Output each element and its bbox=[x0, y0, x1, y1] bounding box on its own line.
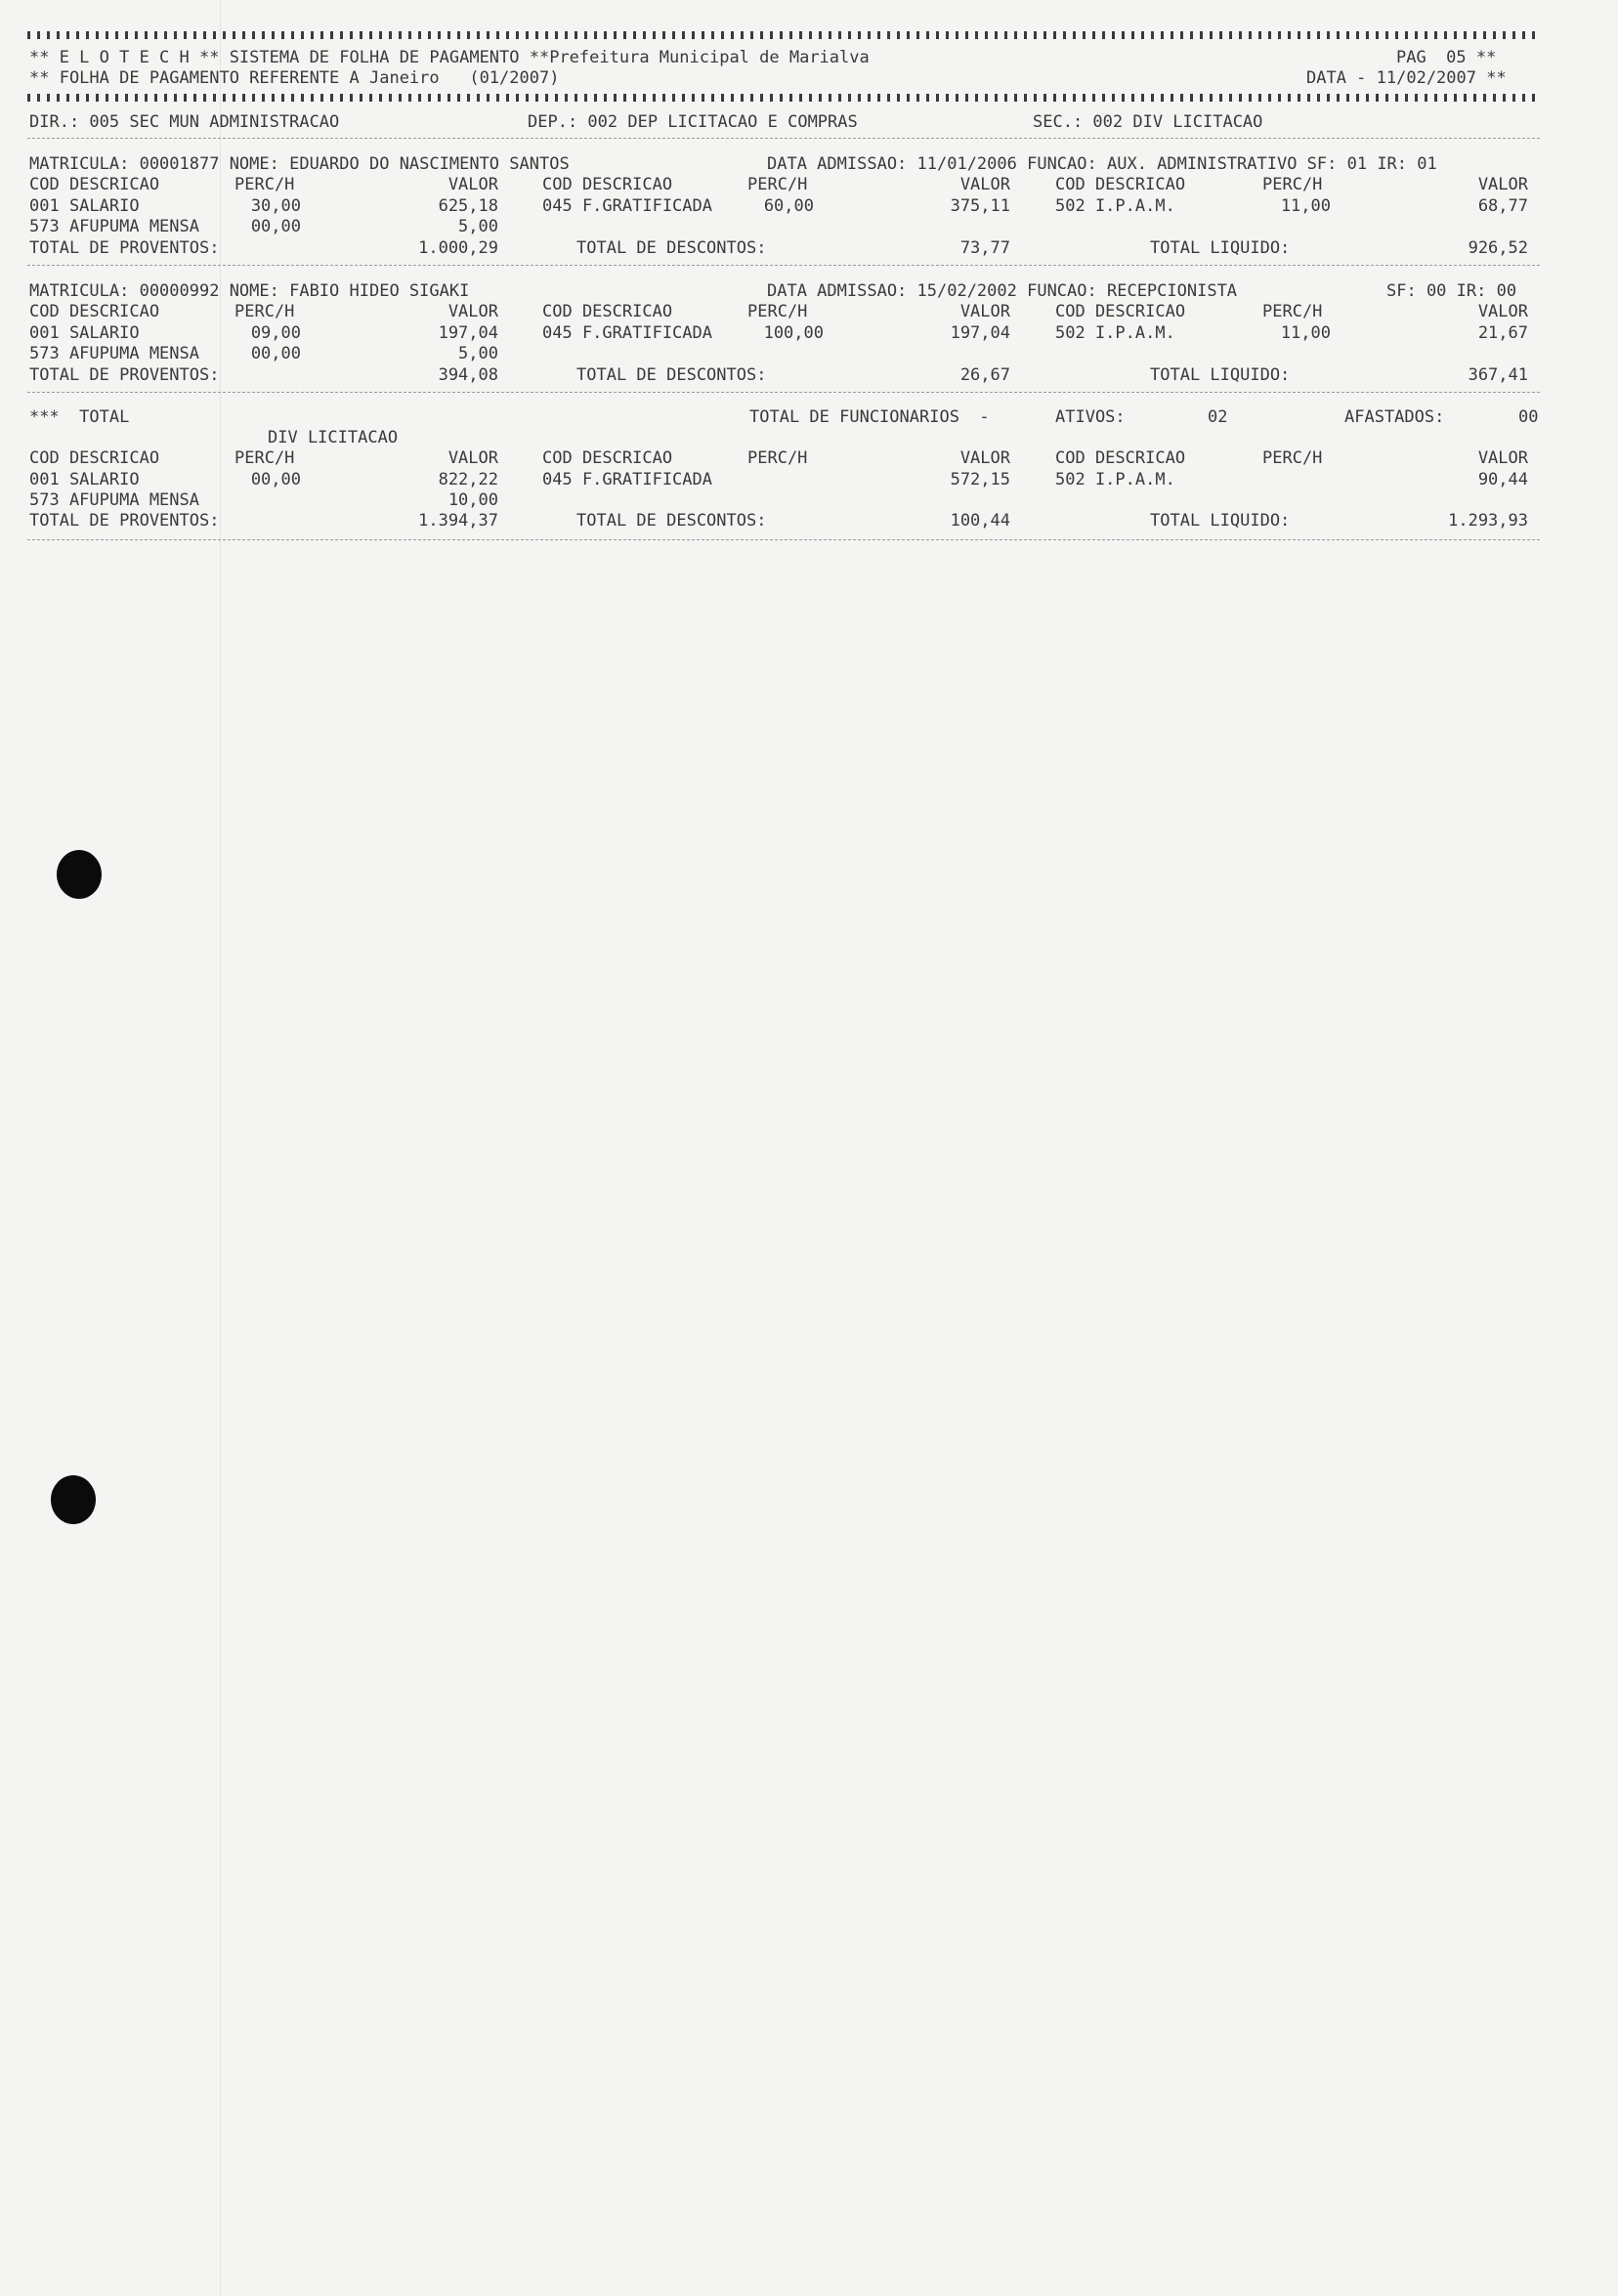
total-liquido-label: TOTAL LIQUIDO: bbox=[1150, 511, 1291, 531]
department: DEP.: 002 DEP LICITACAO E COMPRAS bbox=[528, 112, 858, 132]
table-row bbox=[0, 469, 1618, 490]
item-valor: 197,04 bbox=[950, 323, 1010, 343]
item-description: 502 I.P.A.M. bbox=[1055, 196, 1175, 216]
directory: DIR.: 005 SEC MUN ADMINISTRACAO bbox=[29, 112, 340, 132]
summary-section-line bbox=[0, 427, 1618, 448]
col-perc: PERC/H bbox=[1262, 448, 1323, 468]
item-description: 573 AFUPUMA MENSA bbox=[29, 217, 199, 236]
col-perc: PERC/H bbox=[1262, 302, 1323, 321]
item-description: 573 AFUPUMA MENSA bbox=[29, 344, 199, 363]
item-valor: 21,67 bbox=[1477, 323, 1528, 343]
page-number: PAG 05 ** bbox=[1396, 48, 1497, 67]
item-description: 045 F.GRATIFICADA bbox=[542, 470, 712, 489]
col-perc: PERC/H bbox=[747, 175, 808, 194]
col-valor: VALOR bbox=[1477, 175, 1528, 194]
item-valor: 10,00 bbox=[447, 490, 498, 510]
total-proventos-value: 1.394,37 bbox=[418, 511, 498, 531]
report-reference: ** FOLHA DE PAGAMENTO REFERENTE A Janeiro (01/2007) bbox=[29, 68, 560, 88]
divider bbox=[27, 265, 1540, 266]
star-border-top bbox=[27, 31, 1540, 39]
column-headers bbox=[0, 447, 1618, 469]
employee-id: MATRICULA: 00001877 NOME: EDUARDO DO NASCIMENTO SANTOS bbox=[29, 154, 570, 174]
punch-hole bbox=[57, 850, 102, 899]
col-perc: PERC/H bbox=[747, 302, 808, 321]
item-description: 001 SALARIO bbox=[29, 196, 140, 216]
header-line-2 bbox=[0, 67, 1618, 89]
header-line-1 bbox=[0, 47, 1618, 68]
item-perc: 00,00 bbox=[250, 344, 301, 363]
col-cod-descricao: COD DESCRICAO bbox=[29, 448, 160, 468]
org-line bbox=[0, 111, 1618, 133]
summary-section: DIV LICITACAO bbox=[268, 428, 399, 447]
item-valor: 822,22 bbox=[438, 470, 498, 489]
item-valor: 572,15 bbox=[950, 470, 1010, 489]
total-descontos-label: TOTAL DE DESCONTOS: bbox=[576, 238, 767, 258]
column-headers bbox=[0, 301, 1618, 322]
total-proventos-label: TOTAL DE PROVENTOS: bbox=[29, 365, 220, 385]
item-valor: 197,04 bbox=[438, 323, 498, 343]
totals-row bbox=[0, 364, 1618, 386]
table-row bbox=[0, 489, 1618, 511]
item-valor: 625,18 bbox=[438, 196, 498, 216]
divider bbox=[27, 392, 1540, 393]
item-perc: 100,00 bbox=[763, 323, 824, 343]
col-cod-descricao: COD DESCRICAO bbox=[29, 302, 160, 321]
divider bbox=[27, 539, 1540, 540]
total-liquido-label: TOTAL LIQUIDO: bbox=[1150, 238, 1291, 258]
total-descontos-value: 100,44 bbox=[950, 511, 1010, 531]
totals-row bbox=[0, 237, 1618, 259]
item-valor: 5,00 bbox=[458, 344, 498, 363]
total-liquido-value: 1.293,93 bbox=[1448, 511, 1528, 531]
ativos-count: 02 bbox=[1208, 407, 1228, 427]
total-liquido-value: 926,52 bbox=[1468, 238, 1528, 258]
employee-header bbox=[0, 153, 1618, 175]
item-description: 001 SALARIO bbox=[29, 323, 140, 343]
employee-header bbox=[0, 280, 1618, 302]
employee-sf-ir: SF: 00 IR: 00 bbox=[1386, 281, 1517, 301]
total-liquido-label: TOTAL LIQUIDO: bbox=[1150, 365, 1291, 385]
afastados-label: AFASTADOS: bbox=[1344, 407, 1445, 427]
col-cod-descricao: COD DESCRICAO bbox=[1055, 175, 1186, 194]
item-description: 502 I.P.A.M. bbox=[1055, 470, 1175, 489]
total-proventos-value: 1.000,29 bbox=[418, 238, 498, 258]
col-valor: VALOR bbox=[447, 302, 498, 321]
col-cod-descricao: COD DESCRICAO bbox=[542, 448, 673, 468]
item-description: 045 F.GRATIFICADA bbox=[542, 323, 712, 343]
item-perc: 11,00 bbox=[1280, 323, 1331, 343]
item-valor: 68,77 bbox=[1477, 196, 1528, 216]
star-border-bottom bbox=[27, 94, 1540, 102]
col-valor: VALOR bbox=[447, 448, 498, 468]
summary-header bbox=[0, 406, 1618, 428]
summary-label: *** TOTAL bbox=[29, 407, 130, 427]
col-valor: VALOR bbox=[1477, 448, 1528, 468]
report-date: DATA - 11/02/2007 ** bbox=[1306, 68, 1507, 88]
divider bbox=[27, 138, 1540, 139]
item-description: 001 SALARIO bbox=[29, 470, 140, 489]
item-valor: 90,44 bbox=[1477, 470, 1528, 489]
afastados-count: 00 bbox=[1518, 407, 1539, 427]
col-perc: PERC/H bbox=[1262, 175, 1323, 194]
col-perc: PERC/H bbox=[234, 175, 295, 194]
col-cod-descricao: COD DESCRICAO bbox=[29, 175, 160, 194]
employee-admission: DATA ADMISSAO: 15/02/2002 FUNCAO: RECEPCIONISTA bbox=[767, 281, 1238, 301]
item-perc: 60,00 bbox=[763, 196, 814, 216]
col-cod-descricao: COD DESCRICAO bbox=[1055, 302, 1186, 321]
table-row bbox=[0, 322, 1618, 344]
col-cod-descricao: COD DESCRICAO bbox=[542, 302, 673, 321]
total-liquido-value: 367,41 bbox=[1468, 365, 1528, 385]
employee-admission: DATA ADMISSAO: 11/01/2006 FUNCAO: AUX. ADMINISTRATIVO SF: 01 IR: 01 bbox=[767, 154, 1437, 174]
col-valor: VALOR bbox=[1477, 302, 1528, 321]
section: SEC.: 002 DIV LICITACAO bbox=[1033, 112, 1263, 132]
item-description: 502 I.P.A.M. bbox=[1055, 323, 1175, 343]
total-descontos-value: 26,67 bbox=[959, 365, 1010, 385]
col-cod-descricao: COD DESCRICAO bbox=[542, 175, 673, 194]
item-description: 573 AFUPUMA MENSA bbox=[29, 490, 199, 510]
col-valor: VALOR bbox=[959, 448, 1010, 468]
total-funcionarios-label: TOTAL DE FUNCIONARIOS - bbox=[749, 407, 990, 427]
column-headers bbox=[0, 174, 1618, 195]
total-descontos-label: TOTAL DE DESCONTOS: bbox=[576, 365, 767, 385]
total-proventos-label: TOTAL DE PROVENTOS: bbox=[29, 511, 220, 531]
ativos-label: ATIVOS: bbox=[1055, 407, 1126, 427]
system-title: ** E L O T E C H ** SISTEMA DE FOLHA DE PAGAMENTO **Prefeitura Municipal de Marialva bbox=[29, 48, 870, 67]
total-proventos-value: 394,08 bbox=[438, 365, 498, 385]
col-perc: PERC/H bbox=[234, 302, 295, 321]
col-valor: VALOR bbox=[959, 175, 1010, 194]
item-perc: 00,00 bbox=[250, 470, 301, 489]
total-descontos-label: TOTAL DE DESCONTOS: bbox=[576, 511, 767, 531]
item-valor: 375,11 bbox=[950, 196, 1010, 216]
table-row bbox=[0, 195, 1618, 217]
item-perc: 09,00 bbox=[250, 323, 301, 343]
col-cod-descricao: COD DESCRICAO bbox=[1055, 448, 1186, 468]
table-row bbox=[0, 343, 1618, 364]
employee-id: MATRICULA: 00000992 NOME: FABIO HIDEO SIGAKI bbox=[29, 281, 470, 301]
punch-hole bbox=[51, 1475, 96, 1524]
item-valor: 5,00 bbox=[458, 217, 498, 236]
table-row bbox=[0, 216, 1618, 237]
col-valor: VALOR bbox=[447, 175, 498, 194]
totals-row bbox=[0, 510, 1618, 531]
col-valor: VALOR bbox=[959, 302, 1010, 321]
total-descontos-value: 73,77 bbox=[959, 238, 1010, 258]
item-description: 045 F.GRATIFICADA bbox=[542, 196, 712, 216]
item-perc: 30,00 bbox=[250, 196, 301, 216]
item-perc: 11,00 bbox=[1280, 196, 1331, 216]
col-perc: PERC/H bbox=[747, 448, 808, 468]
item-perc: 00,00 bbox=[250, 217, 301, 236]
col-perc: PERC/H bbox=[234, 448, 295, 468]
total-proventos-label: TOTAL DE PROVENTOS: bbox=[29, 238, 220, 258]
